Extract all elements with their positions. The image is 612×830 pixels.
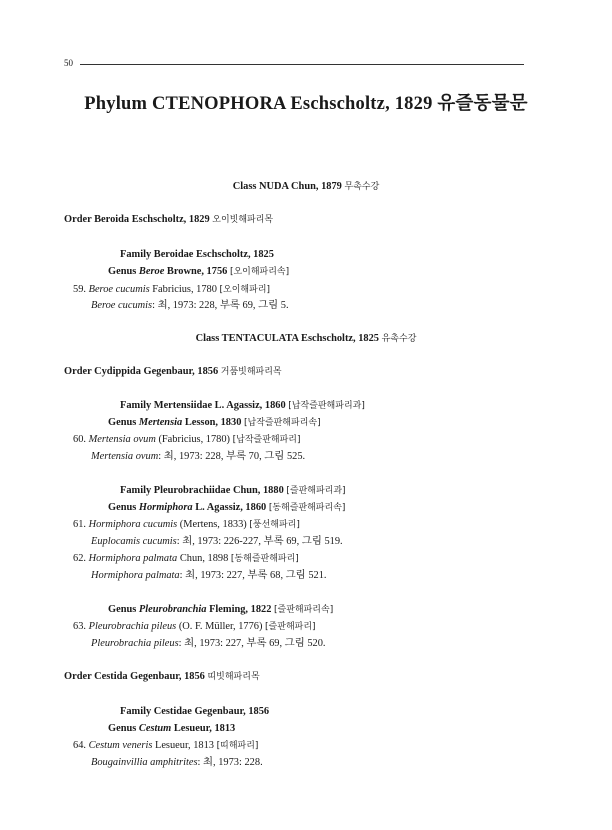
taxon-name: Hormiphora cucumis xyxy=(88,519,178,530)
authority-text: (O. F. Müller, 1776) xyxy=(176,621,263,632)
synonym-entry xyxy=(91,300,289,312)
header-rule xyxy=(80,64,524,65)
entry-text: Order Cestida Gegenbaur, 1856 xyxy=(64,671,205,682)
authority-text: Fleming, 1822 xyxy=(206,604,272,615)
korean-name: [오이해파리] xyxy=(219,285,271,295)
taxon-name: Cestum xyxy=(138,723,172,734)
korean-name: [납작즐판해파리] xyxy=(232,435,301,445)
authority-text: L. Agassiz, 1860 xyxy=(192,502,267,513)
taxon-name: Beroe cucumis xyxy=(88,284,150,295)
entry-text: Family Beroidae Eschscholtz, 1825 xyxy=(120,249,274,260)
genus-label: Genus xyxy=(108,266,139,277)
family-heading xyxy=(120,400,365,412)
entry-text: Order Beroida Eschscholtz, 1829 xyxy=(64,214,210,225)
entry-text: Family Pleurobrachiidae Chun, 1880 xyxy=(120,485,284,496)
entry-number: 61. xyxy=(73,519,89,530)
order-heading xyxy=(64,671,260,683)
korean-name: [오이해파리속] xyxy=(229,267,290,277)
taxon-name: Bougainvillia amphitrites xyxy=(91,757,198,768)
korean-name: 유촉수강 xyxy=(381,334,417,344)
taxon-name: Beroe xyxy=(138,266,165,277)
taxon-name: Cestum veneris xyxy=(88,740,153,751)
species-entry xyxy=(73,519,300,531)
genus-heading xyxy=(108,266,289,278)
species-entry xyxy=(73,740,258,752)
taxon-name: Mertensia xyxy=(138,417,183,428)
entry-text: Family Cestidae Gegenbaur, 1856 xyxy=(120,706,270,717)
entry-number: 62. xyxy=(73,553,89,564)
title-text: Phylum CTENOPHORA Eschscholtz, 1829 xyxy=(84,94,433,114)
korean-name: [즐판해파리] xyxy=(265,622,316,632)
genus-heading xyxy=(108,604,333,616)
entry-text: Family Mertensiidae L. Agassiz, 1860 xyxy=(120,400,286,411)
taxon-name: Pleurobranchia xyxy=(138,604,207,615)
entry-text: Class NUDA Chun, 1879 xyxy=(232,181,342,192)
species-entry xyxy=(73,553,299,565)
korean-name: [납작즐판해파리과] xyxy=(288,401,365,411)
authority-text: Lesueur, 1813 xyxy=(171,723,236,734)
synonym-entry xyxy=(91,536,343,548)
order-heading xyxy=(64,366,282,378)
species-entry xyxy=(73,284,270,296)
entry-number: 59. xyxy=(73,284,89,295)
korean-name: 오이빗해파리목 xyxy=(212,215,274,225)
species-entry xyxy=(73,434,301,446)
authority-text: Lesson, 1830 xyxy=(182,417,242,428)
synonym-entry xyxy=(91,451,305,463)
order-heading xyxy=(64,214,273,226)
synonym-entry xyxy=(91,757,263,769)
authority-text: : 최, 1973: 226-227, 부록 69, 그림 519. xyxy=(176,536,343,547)
genus-heading xyxy=(108,502,345,514)
korean-name: [풍선해파리] xyxy=(249,520,300,530)
authority-text: : 최, 1973: 228, 부록 70, 그림 525. xyxy=(158,451,306,462)
title-korean: 유즐동물문 xyxy=(437,94,528,114)
entry-number: 64. xyxy=(73,740,89,751)
family-heading xyxy=(120,249,274,261)
korean-name: [띠해파리] xyxy=(216,741,259,751)
taxon-name: Hormiphora palmata xyxy=(91,570,180,581)
korean-name: 띠빗해파리목 xyxy=(207,672,260,682)
taxon-name: Hormiphora xyxy=(138,502,193,513)
authority-text: : 최, 1973: 228, 부록 69, 그림 5. xyxy=(152,300,289,311)
genus-label: Genus xyxy=(108,723,139,734)
page-title xyxy=(0,89,612,115)
genus-label: Genus xyxy=(108,604,139,615)
taxon-name: Pleurobrachia pileus xyxy=(91,638,179,649)
authority-text: Browne, 1756 xyxy=(164,266,228,277)
taxon-name: Pleurobrachia pileus xyxy=(88,621,177,632)
authority-text: : 최, 1973: 227, 부록 69, 그림 520. xyxy=(178,638,326,649)
entry-number: 63. xyxy=(73,621,89,632)
authority-text: : 최, 1973: 228. xyxy=(197,757,263,768)
korean-name: [납작즐판해파리속] xyxy=(244,418,321,428)
korean-name: [즐판해파리속] xyxy=(274,605,334,615)
korean-name: [동해즐판해파리속] xyxy=(268,503,346,513)
authority-text: (Mertens, 1833) xyxy=(177,519,247,530)
class-heading xyxy=(0,181,612,193)
synonym-entry xyxy=(91,638,326,650)
korean-name: [동해즐판해파리] xyxy=(230,554,299,564)
korean-name: [즐판해파리과] xyxy=(286,486,346,496)
taxon-name: Euplocamis cucumis xyxy=(91,536,177,547)
class-heading xyxy=(0,333,612,345)
taxon-name: Mertensia ovum xyxy=(91,451,159,462)
entry-number: 60. xyxy=(73,434,89,445)
taxon-name: Hormiphora palmata xyxy=(88,553,178,564)
entry-text: Class TENTACULATA Eschscholtz, 1825 xyxy=(195,333,379,344)
synonym-entry xyxy=(91,570,327,582)
taxon-name: Mertensia ovum xyxy=(88,434,156,445)
authority-text: : 최, 1973: 227, 부록 68, 그림 521. xyxy=(179,570,327,581)
authority-text: (Fabricius, 1780) xyxy=(155,434,231,445)
family-heading xyxy=(120,485,346,497)
genus-heading xyxy=(108,417,321,429)
page-number: 50 xyxy=(64,58,73,68)
authority-text: Lesueur, 1813 xyxy=(152,740,214,751)
authority-text: Chun, 1898 xyxy=(177,553,229,564)
korean-name: 거품빗해파리목 xyxy=(220,367,282,377)
family-heading xyxy=(120,706,269,718)
species-entry xyxy=(73,621,316,633)
authority-text: Fabricius, 1780 xyxy=(149,284,217,295)
genus-heading xyxy=(108,723,235,735)
genus-label: Genus xyxy=(108,417,139,428)
korean-name: 무촉수강 xyxy=(344,182,380,192)
entry-text: Order Cydippida Gegenbaur, 1856 xyxy=(64,366,219,377)
taxon-name: Beroe cucumis xyxy=(91,300,153,311)
genus-label: Genus xyxy=(108,502,139,513)
